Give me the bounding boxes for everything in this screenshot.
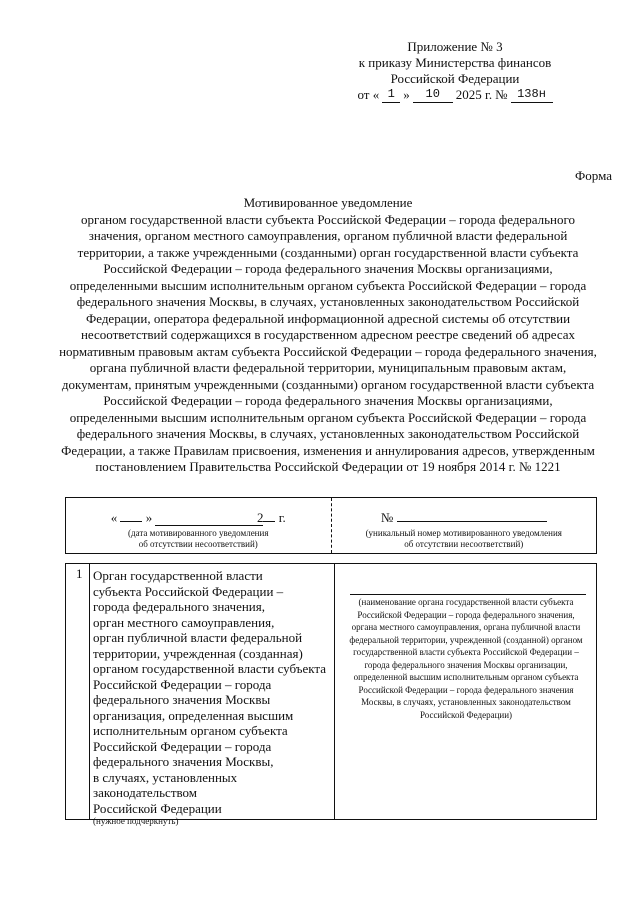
document-title [58, 195, 598, 476]
authority-name-field[interactable] [350, 594, 586, 595]
authority-label-line: в случаях, установленных [93, 769, 238, 785]
number-caption-line2: об отсутствии несоответствий) [404, 539, 524, 549]
title-body: органом государственной власти субъекта Российской Федерации – города федерального значения, органом местного самоуправления, органом публичной власти федеральной территории, а также учрежденными (созданными) орган государственной власти субъекта Российской Федерации – города федерального значения Москвы организациями, определенными высшим исполнительным органом субъекта Российской Федерации – города федерального значения Москвы, в случаях, установленных законодательством Российской Федерации, оператора федеральной информационной адресной системы об отсутствии несоответствий содержащихся в государственном адресном реестре сведений об адресах нормативным правовым актам субъекта Российской Федерации – города федерального значения, органа публичной власти федеральной территории, муниципальным правовым актам, документам, принятым учрежденными (созданными) органом государственной власти субъекта Российской Федерации – города федерального значения Москвы организациями, определенными высшим исполнительным органом субъекта Российской Федерации – города федерального значения Москвы, в случаях, установленных законодательством Российской Федерации, а также Правилам присвоения, изменения и аннулирования адресов, утвержденным постановлением Правительства Российской Федерации от 19 ноября 2014 г. № 1221 [59, 211, 597, 474]
title-first-line: Мотивированное уведомление [243, 195, 413, 210]
date-year-field[interactable] [263, 521, 275, 522]
form-label: Форма [575, 168, 612, 183]
authority-caption-line: Российской Федерации – города федерального значения, [357, 609, 575, 620]
authority-label-line: Российской Федерации – города [93, 676, 272, 692]
authority-label-line: организация, определенная высшим [93, 707, 294, 723]
authority-caption-line: органа местного самоуправления, органа публичной власти [351, 622, 581, 632]
authority-label-line: федерального значения Москвы, [93, 754, 274, 769]
order-number-label: № [495, 87, 508, 102]
row-number: 1 [76, 566, 83, 581]
date-year-suffix: г. [278, 510, 286, 525]
authority-caption-line: (наименование органа государственной власти субъекта [358, 597, 574, 607]
ministry-country: Российской Федерации [390, 71, 520, 86]
order-year: 2025 г. [455, 87, 493, 102]
authority-label-line: орган местного самоуправления, [93, 614, 275, 630]
authority-label [93, 568, 331, 827]
appendix-header [340, 39, 570, 103]
date-number-box [65, 497, 597, 554]
authority-label-line: органом государственной власти субъекта [93, 661, 327, 676]
authority-caption-line: города федерального значения Москвы организации, [364, 659, 568, 670]
column-divider-2 [334, 564, 335, 819]
order-reference: к приказу Министерства финансов [358, 55, 552, 70]
authority-table [65, 563, 597, 826]
number-label: № [380, 510, 394, 525]
number-caption [332, 528, 597, 550]
date-close-quote: » [145, 510, 153, 525]
date-caption-line1: (дата мотивированного уведомления [128, 528, 269, 538]
appendix-number: Приложение № 3 [407, 39, 503, 54]
authority-label-line: территории, учрежденная (созданная) [93, 645, 303, 661]
date-caption-line2: об отсутствии несоответствий) [138, 539, 258, 549]
date-caption [66, 528, 331, 550]
authority-label-line: Российской Федерации [93, 800, 222, 816]
date-month-year-field[interactable]: 2 [155, 511, 263, 526]
column-divider-1 [89, 564, 90, 819]
notification-number-field[interactable] [397, 521, 547, 522]
underline-note: (нужное подчеркнуть) [93, 816, 179, 826]
authority-label-line: Орган государственной власти [93, 568, 263, 583]
order-number: 138н [511, 87, 553, 103]
authority-caption-line: федеральной территории, учрежденной (созданной) органом [349, 634, 583, 645]
authority-caption-line: Российской Федерации) [419, 709, 513, 720]
notification-date-line [66, 510, 331, 526]
notification-date-cell [66, 498, 332, 553]
order-month: 10 [413, 87, 453, 103]
authority-label-line: законодательством [93, 785, 198, 800]
authority-name-cell [336, 564, 596, 819]
authority-caption-line: государственной власти субъекта Российской Федерации – [353, 647, 579, 657]
authority-name-caption [336, 596, 596, 721]
date-open-quote: « [110, 510, 118, 525]
authority-label-line: федерального значения Москвы [93, 692, 271, 707]
authority-caption-line: Москвы, в случаях, установленных законодательством [361, 697, 571, 707]
authority-label-line: исполнительным органом субъекта [93, 723, 288, 738]
order-date-line [340, 87, 570, 103]
order-quote-close: » [403, 87, 410, 102]
authority-caption-line: определенной высшим исполнительным органом субъекта [353, 672, 579, 682]
notification-number-cell [332, 498, 597, 553]
order-day: 1 [382, 87, 400, 103]
authority-label-line: Российской Федерации – города [93, 738, 272, 754]
date-day-field[interactable] [120, 521, 142, 522]
authority-label-line: города федерального значения, [93, 599, 265, 614]
notification-number-line [332, 510, 597, 526]
order-date-from: от « [357, 87, 380, 102]
authority-caption-line: Российской Федерации – города федерального значения [358, 684, 574, 695]
authority-label-line: орган публичной власти федеральной [93, 630, 303, 645]
number-caption-line1: (уникальный номер мотивированного уведомления [365, 528, 562, 538]
authority-label-line: субъекта Российской Федерации – [93, 583, 284, 599]
